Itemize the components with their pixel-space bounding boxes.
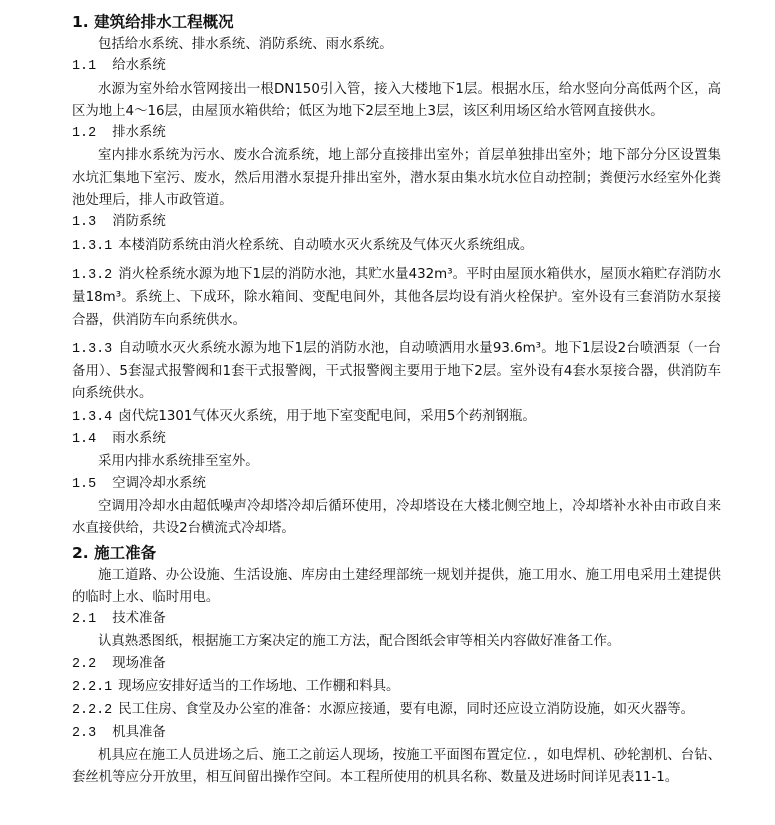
section-2-3-text: 机具应在施工人员进场之后、施工之前运人现场，按施工平面图布置定位．，如电焊机、砂轮割机、台钻、套丝机等应分开放里，相互间留出操作空间。本工程所使用的机具名称、数量及进场时间详见表11-1。 [72,747,721,786]
section-title: 消防系统 [112,215,166,231]
section-title: 现场准备 [112,656,166,672]
section-title: 机具准备 [112,725,166,741]
section-2-2-1 [72,676,721,699]
section-2-1-heading [72,609,721,631]
section-1-1-text: 水源为室外给水管网接出一根DN150引入管，接入大楼地下1层。根据水压，给水竖向分高低两个区，高区为地上4～16层，由屋顶水箱供给；低区为地下2层至地上3层，该区利用场区给水管网直接供水。 [72,81,721,119]
section-title: 雨水系统 [112,432,166,448]
section-1-5-text: 空调用冷却水由超低噪声冷却塔冷却后循环使用，冷却塔设在大楼北侧空地上，冷却塔补水补由市政自来水直接供给，共设2台横流式冷却塔。 [72,498,721,537]
section-title: 空调冷却水系统 [112,476,206,492]
section-2-intro: 施工道路、办公设施、生活设施、库房由土建经理部统一规划并提供，施工用水、施工用电采用土建提供的临时上水、临时用电。 [72,567,721,605]
section-title: 技术准备 [112,612,166,628]
section-1-3-1 [72,235,721,258]
section-1-5-heading [72,474,721,496]
item-number: 1.3.3 [72,341,113,357]
section-number: 1.5 [72,476,97,492]
section-number: 2.1 [72,612,97,628]
section-1-3-heading [72,212,721,234]
section-1-title: 1. 建筑给排水工程概况 [72,13,234,31]
item-text: 卤代烷1301气体灭火系统，用于地下室变配电间，采用5个药剂钢瓶。 [118,408,536,424]
item-text: 民工住房、食堂及办公室的准备：水源应接通，要有电源，同时还应设立消防设施，如灭火器等。 [118,702,694,718]
section-1-2-text: 室内排水系统为污水、废水合流系统，地上部分直接排出室外；首层单独排出室外；地下部分分区设置集水坑汇集地下室污、废水，然后用潜水泵提升排出室外，潜水泵由集水坑水位自动控制；粪便污水经室外化粪池处理后，排人市政管道。 [72,148,721,209]
section-number: 2.2 [72,656,97,672]
section-1-3-2 [72,264,721,332]
section-2-1-text: 认真熟悉图纸，根据施工方案决定的施工方法，配合图纸会审等相关内容做好准备工作。 [98,634,621,650]
item-number: 1.3.2 [72,267,113,283]
section-number: 1.3 [72,215,97,231]
item-text: 自动喷水灭火系统水源为地下1层的消防水池，自动喷洒用水量93.6m³。地下1层设2台喷洒泵（一台备用）、5套湿式报警阀和1套干式报警阀，干式报警阀主要用于地下2层。室外设有4套水泵接合器，供消防车向系统供水。 [72,340,721,402]
item-number: 2.2.2 [72,703,113,719]
item-number: 1.3.4 [72,409,113,425]
section-number: 2.3 [72,725,97,741]
section-title: 排水系统 [112,126,166,142]
section-1-intro: 包括给水系统、排水系统、消防系统、雨水系统。 [98,37,393,52]
item-number: 2.2.1 [72,680,113,696]
section-1-1-heading [72,56,721,78]
section-2-title: 2. 施工准备 [72,543,157,562]
item-number: 1.3.1 [72,238,113,254]
section-title: 给水系统 [112,59,166,75]
section-number: 1.2 [72,126,97,142]
section-1-3-3 [72,338,721,406]
section-1-4-heading [72,429,721,451]
section-2-3-heading [72,723,721,745]
item-text: 消火栓系统水源为地下1层的消防水池，其贮水量432m³。平时由屋顶水箱供水，屋顶水箱贮存消防水量18m³。系统上、下成环，除水箱间、变配电间外，其他各层均设有消火栓保护。室外设有三套消防水泵接合器，供消防车向系统供水。 [72,266,721,328]
item-text: 现场应安排好适当的工作场地、工作棚和料具。 [118,679,400,695]
section-1-4-text: 采用内排水系统排至室外。 [98,454,259,470]
section-2-2-heading [72,654,721,676]
section-2-2-2 [72,699,721,722]
section-number: 1.1 [72,59,97,75]
section-1-2-heading [72,123,721,145]
section-number: 1.4 [72,432,97,448]
item-text: 本楼消防系统由消火栓系统、自动喷水灭火系统及气体灭火系统组成。 [118,237,534,253]
section-1-3-4 [72,406,721,429]
